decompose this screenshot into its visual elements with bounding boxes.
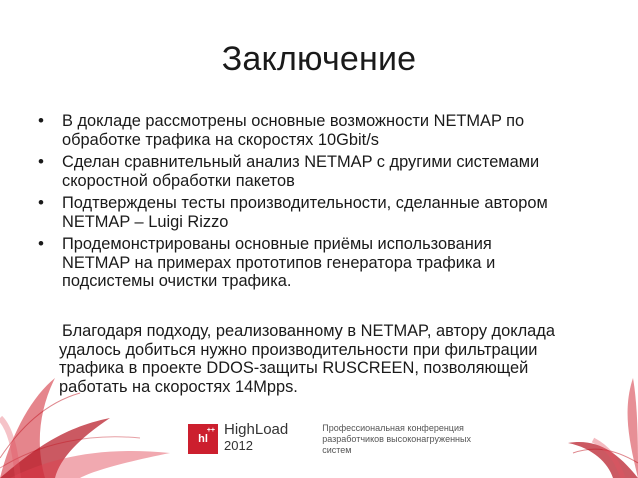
logo-text: hl xyxy=(198,433,208,445)
bullet-dot-icon: • xyxy=(38,152,44,171)
tagline-line: Профессиональная конференция xyxy=(322,423,464,433)
brand-name: HighLoad xyxy=(224,421,289,438)
highload-logo xyxy=(188,424,218,454)
tagline-line: систем xyxy=(322,445,352,455)
bullet-text-line: NETMAP – Luigi Rizzo xyxy=(62,212,229,231)
bullet-list xyxy=(36,112,606,295)
logo-superscript: ++ xyxy=(206,427,215,434)
conclusion-line: работать на скоростях 14Mpps. xyxy=(59,377,298,396)
brand-block xyxy=(224,421,288,453)
conference-footer xyxy=(188,420,488,464)
bullet-text-line: NETMAP на примерах прототипов генератора трафика и xyxy=(62,253,496,272)
bullet-item xyxy=(36,235,606,291)
bullet-text-line: В докладе рассмотрены основные возможности NETMAP по xyxy=(62,112,525,130)
conference-tagline xyxy=(322,423,472,456)
conclusion-line: удалось добиться нужно производительности при фильтрации xyxy=(59,340,538,359)
brand-year: 2012 xyxy=(224,438,253,453)
conclusion-line: трафика в проекте DDOS-защиты RUSCREEN, позволяющей xyxy=(59,359,529,378)
bullet-text-line: подсистемы очистки трафика. xyxy=(62,272,292,290)
bullet-text-line: Сделан сравнительный анализ NETMAP с другими системами xyxy=(62,153,540,171)
conclusion-paragraph xyxy=(59,322,607,396)
bullet-dot-icon: • xyxy=(38,111,44,130)
slide-title: Заключение xyxy=(221,40,417,78)
bullet-item xyxy=(36,112,606,149)
bullet-text-line: обработке трафика на скоростях 10Gbit/s xyxy=(62,130,379,149)
bullet-item xyxy=(36,194,606,231)
bullet-text-line: скоростной обработки пакетов xyxy=(62,171,295,190)
bullet-text-line: Подтверждены тесты производительности, сделанные автором xyxy=(62,194,548,212)
bullet-text-line: Продемонстрированы основные приёмы использования xyxy=(62,235,492,253)
conclusion-line: Благодаря подходу, реализованному в NETMAP, автору доклада xyxy=(62,322,555,340)
tagline-line: разработчиков высоконагруженных xyxy=(322,434,471,444)
bullet-dot-icon: • xyxy=(38,234,44,253)
bullet-item xyxy=(36,153,606,190)
bullet-dot-icon: • xyxy=(38,193,44,212)
